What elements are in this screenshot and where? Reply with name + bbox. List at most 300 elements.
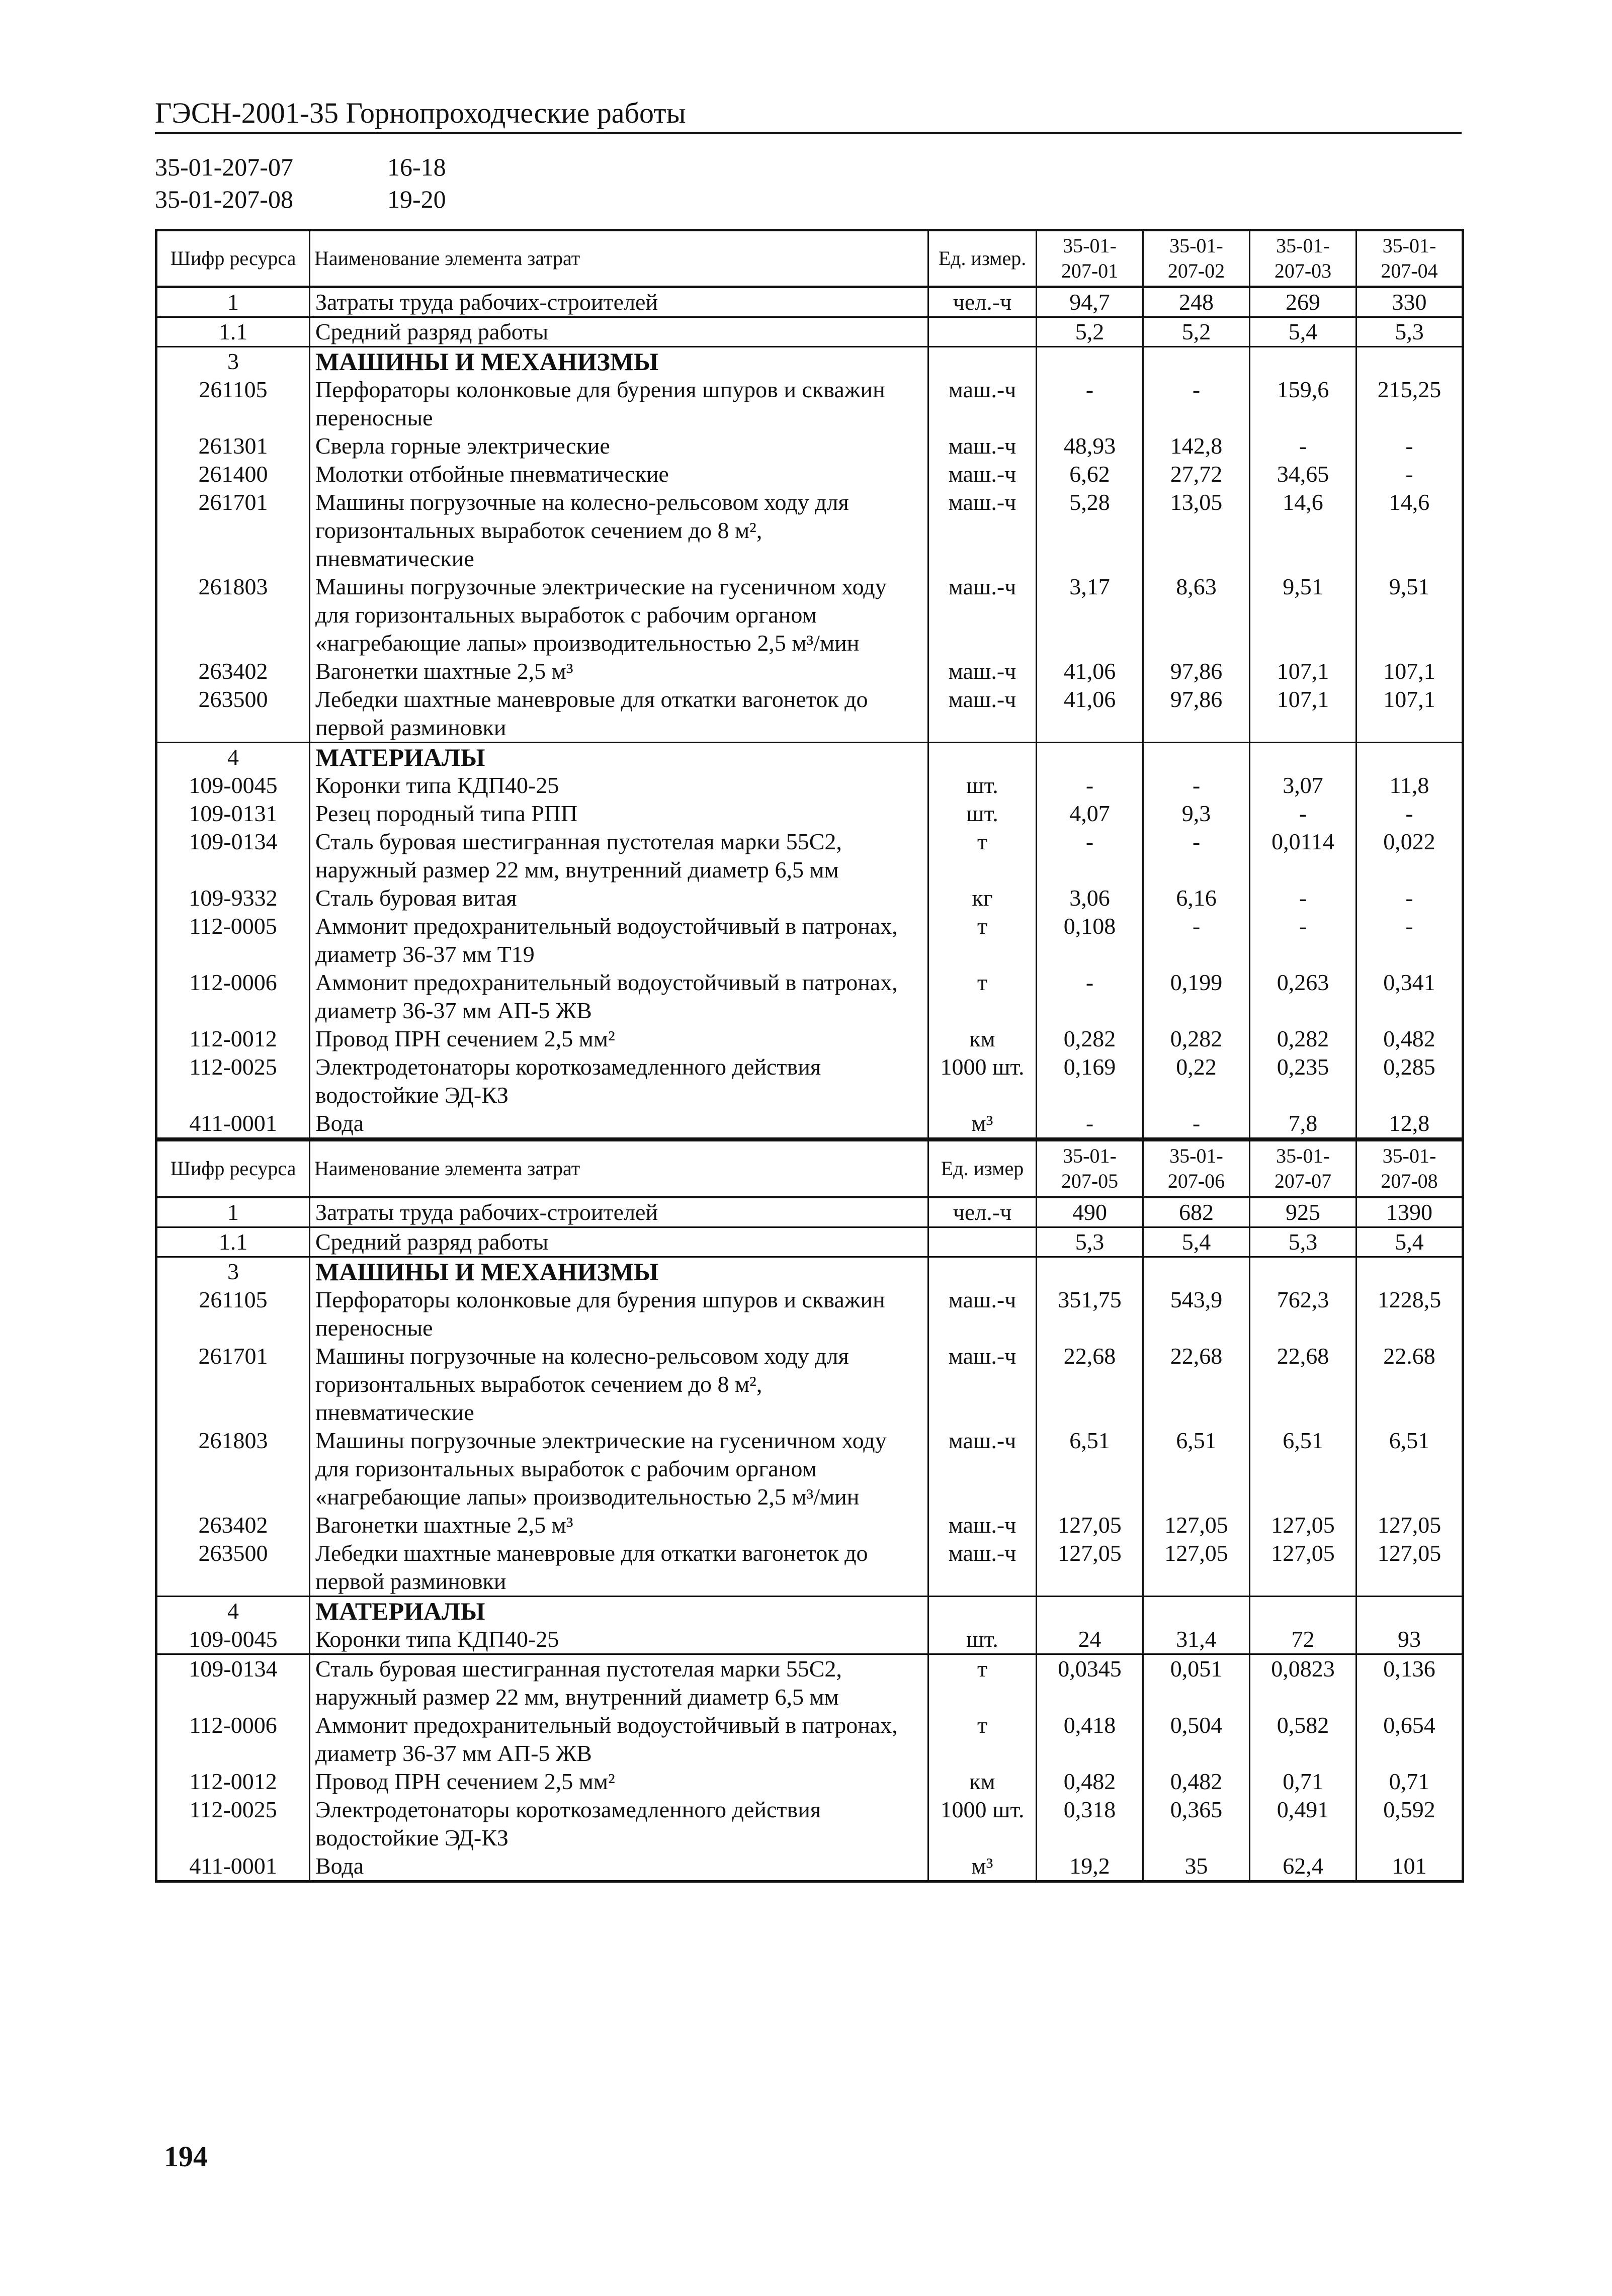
table-header-row [156,230,1463,287]
resource-value: 0,654 [1356,1711,1463,1768]
section-row [156,743,1463,772]
resource-value [1143,1597,1250,1626]
resource-value: 0,051 [1143,1654,1250,1712]
table-row [156,800,1463,828]
resource-value: 35 [1143,1852,1250,1882]
resource-value: 62,4 [1250,1852,1356,1882]
resource-code: 1.1 [156,1227,310,1257]
resource-value: 127,05 [1250,1539,1356,1597]
resource-value: 6,51 [1143,1427,1250,1511]
table-row [156,1109,1463,1139]
resource-value: 0,022 [1356,828,1463,884]
resource-value: 6,16 [1143,884,1250,912]
resource-value [1037,1597,1143,1626]
resource-value: 107,1 [1356,685,1463,743]
resource-value: 330 [1356,287,1463,317]
resource-code: 411-0001 [156,1852,310,1882]
resource-code: 263500 [156,1539,310,1597]
resource-value: 19,2 [1037,1852,1143,1882]
resource-code: 263500 [156,685,310,743]
table-row [156,1053,1463,1109]
resource-name: Аммонит предохранительный водоустойчивый в патронах, диаметр 36-37 мм Т19 [310,912,928,968]
resource-value: 12,8 [1356,1109,1463,1139]
resource-name: Машины погрузочные на колесно-рельсовом ходу для горизонтальных выработок сечением до 8 м², пневматические [310,1342,928,1427]
table-row [156,1227,1463,1257]
resource-value: 7,8 [1250,1109,1356,1139]
resource-value: 6,51 [1037,1427,1143,1511]
header-norm-column: 35-01- 207-06 [1143,1140,1250,1197]
resource-value: 543,9 [1143,1286,1250,1342]
resource-code: 261301 [156,432,310,460]
resource-value: - [1250,432,1356,460]
resource-name: Сталь буровая шестигранная пустотелая марки 55С2, наружный размер 22 мм, внутренний диаметр 6,5 мм [310,1654,928,1712]
resource-value: 0,592 [1356,1796,1463,1852]
resource-unit: маш.-ч [928,376,1037,432]
table-row [156,376,1463,432]
header-norm-column: 35-01- 207-08 [1356,1140,1463,1197]
resource-name: Затраты труда рабочих-строителей [310,1197,928,1227]
resource-value [1356,1597,1463,1626]
resource-value: 5,28 [1037,488,1143,573]
table-header-row [156,1140,1463,1197]
resource-value: 0,0114 [1250,828,1356,884]
resource-name: Машины погрузочные электрические на гусеничном ходу для горизонтальных выработок с рабочим органом «нагребающие лапы» производительностью 2,5 м³/мин [310,573,928,657]
resource-value [1356,1257,1463,1286]
resource-value [1143,347,1250,376]
resource-value: 14,6 [1250,488,1356,573]
resource-name: Перфораторы колонковые для бурения шпуров и скважин переносные [310,376,928,432]
resource-code: 109-0134 [156,828,310,884]
header-unit: Ед. измер. [928,230,1037,287]
resource-unit: маш.-ч [928,1286,1037,1342]
header-norm-column: 35-01- 207-02 [1143,230,1250,287]
table-row [156,1342,1463,1427]
resource-value: 0,504 [1143,1711,1250,1768]
resource-value: 159,6 [1250,376,1356,432]
resource-unit: маш.-ч [928,460,1037,488]
resource-value: - [1037,376,1143,432]
resource-value: 9,3 [1143,800,1250,828]
header-code: Шифр ресурса [156,230,310,287]
resource-value: 8,63 [1143,573,1250,657]
resource-value: - [1143,376,1250,432]
resource-value: 48,93 [1037,432,1143,460]
table-row [156,657,1463,685]
resource-code: 411-0001 [156,1109,310,1139]
resource-value: - [1037,771,1143,800]
resource-code: 263402 [156,1511,310,1539]
resource-unit: маш.-ч [928,1427,1037,1511]
resource-value: - [1356,884,1463,912]
resource-value: - [1356,912,1463,968]
resource-value: 0,318 [1037,1796,1143,1852]
table-row [156,1539,1463,1597]
table-row [156,488,1463,573]
resource-value [1037,347,1143,376]
norm-code: 35-01-207-08 [155,185,293,213]
resource-value: - [1037,828,1143,884]
norm-code: 35-01-207-07 [155,153,293,181]
table-row [156,1625,1463,1654]
header-code: Шифр ресурса [156,1140,310,1197]
resource-value: 269 [1250,287,1356,317]
table-row [156,460,1463,488]
resource-value: 0,108 [1037,912,1143,968]
resource-name: Сверла горные электрические [310,432,928,460]
resource-value: 5,4 [1143,1227,1250,1257]
table-row [156,573,1463,657]
resource-unit: шт. [928,1625,1037,1654]
resource-code: 112-0025 [156,1796,310,1852]
resource-value: - [1250,884,1356,912]
resource-value: 0,235 [1250,1053,1356,1109]
resource-name: Машины погрузочные на колесно-рельсовом ходу для горизонтальных выработок сечением до 8 м², пневматические [310,488,928,573]
resource-code: 109-0134 [156,1654,310,1712]
table-row [156,1427,1463,1511]
resource-name: Вода [310,1109,928,1139]
resource-code: 261701 [156,488,310,573]
resource-value: 127,05 [1143,1539,1250,1597]
resource-name: Сталь буровая шестигранная пустотелая марки 55С2, наружный размер 22 мм, внутренний диаметр 6,5 мм [310,828,928,884]
resource-unit [928,317,1037,347]
resource-unit: маш.-ч [928,1511,1037,1539]
resource-name: Перфораторы колонковые для бурения шпуров и скважин переносные [310,1286,928,1342]
resource-value: 72 [1250,1625,1356,1654]
resource-unit: маш.-ч [928,685,1037,743]
resource-value: 3,07 [1250,771,1356,800]
resource-value: 0,282 [1143,1025,1250,1053]
resource-name: Провод ПРН сечением 2,5 мм² [310,1025,928,1053]
resource-unit [928,743,1037,772]
resource-value: 22.68 [1356,1342,1463,1427]
resource-unit: м³ [928,1852,1037,1882]
table-row [156,771,1463,800]
resource-value: - [1143,1109,1250,1139]
resource-value [1356,743,1463,772]
resource-value: - [1143,912,1250,968]
resource-name: МАТЕРИАЛЫ [310,1597,928,1626]
resource-name: Провод ПРН сечением 2,5 мм² [310,1768,928,1796]
resource-value: 0,365 [1143,1796,1250,1852]
resource-name: Электродетонаторы короткозамедленного действия водостойкие ЭД-КЗ [310,1053,928,1109]
resource-code: 112-0012 [156,1768,310,1796]
resource-value [1356,347,1463,376]
resource-code: 261105 [156,376,310,432]
resource-name: МАТЕРИАЛЫ [310,743,928,772]
resource-value: 107,1 [1250,657,1356,685]
norm-code-list [155,151,446,215]
resource-value: 22,68 [1037,1342,1143,1427]
resource-code: 4 [156,1597,310,1626]
resource-value: 5,2 [1143,317,1250,347]
resource-code: 4 [156,743,310,772]
norm-code-row [155,151,446,183]
resource-unit: маш.-ч [928,573,1037,657]
table-row [156,828,1463,884]
resource-name: Вагонетки шахтные 2,5 м³ [310,657,928,685]
resource-value: 0,482 [1037,1768,1143,1796]
resource-code: 1 [156,287,310,317]
table-row [156,1768,1463,1796]
resource-code: 109-0045 [156,771,310,800]
resource-unit: шт. [928,771,1037,800]
table-row [156,1711,1463,1768]
resource-value: - [1356,460,1463,488]
resource-code: 109-0045 [156,1625,310,1654]
table-row [156,317,1463,347]
section-row [156,1597,1463,1626]
page-number: 194 [164,2140,208,2173]
resource-value: 97,86 [1143,657,1250,685]
resource-unit: т [928,1711,1037,1768]
resource-value [1037,1257,1143,1286]
resource-name: МАШИНЫ И МЕХАНИЗМЫ [310,1257,928,1286]
resource-value: 5,3 [1037,1227,1143,1257]
resource-code: 112-0006 [156,968,310,1025]
resource-unit: маш.-ч [928,657,1037,685]
resource-value: 127,05 [1037,1511,1143,1539]
resource-value: - [1143,771,1250,800]
resource-value [1037,743,1143,772]
resource-value: 0,71 [1356,1768,1463,1796]
page-header-title: ГЭСН-2001-35 Горнопроходческие работы [155,97,686,129]
resource-unit: маш.-ч [928,1539,1037,1597]
resource-name: Машины погрузочные электрические на гусеничном ходу для горизонтальных выработок с рабочим органом «нагребающие лапы» производительностью 2,5 м³/мин [310,1427,928,1511]
resource-value: 762,3 [1250,1286,1356,1342]
resource-table-2 [155,1139,1464,1883]
resource-unit [928,1257,1037,1286]
resource-code: 261803 [156,573,310,657]
resource-name: Средний разряд работы [310,317,928,347]
resource-value: 22,68 [1143,1342,1250,1427]
resource-value: 0,169 [1037,1053,1143,1109]
header-norm-column: 35-01- 207-07 [1250,1140,1356,1197]
resource-unit [928,1597,1037,1626]
resource-code: 1 [156,1197,310,1227]
resource-unit: т [928,912,1037,968]
resource-value: 41,06 [1037,657,1143,685]
resource-code: 109-0131 [156,800,310,828]
header-norm-column: 35-01- 207-05 [1037,1140,1143,1197]
header-norm-column: 35-01- 207-01 [1037,230,1143,287]
resource-value: - [1037,968,1143,1025]
table-row [156,912,1463,968]
resource-value: 24 [1037,1625,1143,1654]
resource-value: 0,341 [1356,968,1463,1025]
resource-value: - [1356,800,1463,828]
resource-name: Средний разряд работы [310,1227,928,1257]
resource-value: 93 [1356,1625,1463,1654]
resource-value: 0,491 [1250,1796,1356,1852]
header-norm-column: 35-01- 207-03 [1250,230,1356,287]
resource-unit: т [928,968,1037,1025]
resource-value: 6,62 [1037,460,1143,488]
resource-value [1250,743,1356,772]
resource-unit: маш.-ч [928,1342,1037,1427]
resource-value: 0,282 [1250,1025,1356,1053]
resource-name: Лебедки шахтные маневровые для откатки вагонеток до первой разминовки [310,1539,928,1597]
resource-value: 127,05 [1143,1511,1250,1539]
resource-code: 112-0006 [156,1711,310,1768]
resource-value [1143,1257,1250,1286]
resource-name: Аммонит предохранительный водоустойчивый в патронах, диаметр 36-37 мм АП-5 ЖВ [310,1711,928,1768]
resource-value: 4,07 [1037,800,1143,828]
resource-unit: кг [928,884,1037,912]
norm-code-range: 16-18 [387,153,446,181]
resource-value: 0,136 [1356,1654,1463,1712]
resource-value: 101 [1356,1852,1463,1882]
resource-value: 5,4 [1356,1227,1463,1257]
resource-name: Аммонит предохранительный водоустойчивый в патронах, диаметр 36-37 мм АП-5 ЖВ [310,968,928,1025]
resource-value: - [1143,828,1250,884]
resource-code: 112-0005 [156,912,310,968]
resource-value: 0,0823 [1250,1654,1356,1712]
header-unit: Ед. измер [928,1140,1037,1197]
resource-value: 6,51 [1356,1427,1463,1511]
resource-code: 261701 [156,1342,310,1427]
resource-value: 127,05 [1250,1511,1356,1539]
resource-unit: шт. [928,800,1037,828]
resource-unit [928,347,1037,376]
resource-name: Молотки отбойные пневматические [310,460,928,488]
section-row [156,1257,1463,1286]
resource-value [1250,347,1356,376]
resource-unit: т [928,1654,1037,1712]
resource-value: 0,263 [1250,968,1356,1025]
resource-value: 0,22 [1143,1053,1250,1109]
resource-value: - [1037,1109,1143,1139]
table-row [156,1852,1463,1882]
resource-value: 27,72 [1143,460,1250,488]
table-row [156,884,1463,912]
resource-name: Коронки типа КДП40-25 [310,1625,928,1654]
resource-value: 215,25 [1356,376,1463,432]
resource-value: 3,06 [1037,884,1143,912]
table-row [156,1796,1463,1852]
resource-value: 0,418 [1037,1711,1143,1768]
resource-value: 351,75 [1037,1286,1143,1342]
resource-unit: чел.-ч [928,1197,1037,1227]
resource-code: 1.1 [156,317,310,347]
resource-code: 112-0012 [156,1025,310,1053]
resource-value: 6,51 [1250,1427,1356,1511]
resource-table-1 [155,229,1464,1140]
resource-code: 261803 [156,1427,310,1511]
resource-name: Лебедки шахтные маневровые для откатки вагонеток до первой разминовки [310,685,928,743]
resource-value: 107,1 [1250,685,1356,743]
table-row [156,432,1463,460]
resource-value: 0,482 [1143,1768,1250,1796]
resource-name: МАШИНЫ И МЕХАНИЗМЫ [310,347,928,376]
resource-name: Коронки типа КДП40-25 [310,771,928,800]
resource-value [1250,1597,1356,1626]
header-norm-column: 35-01- 207-04 [1356,230,1463,287]
resource-value: 127,05 [1356,1539,1463,1597]
table-row [156,1286,1463,1342]
resource-unit: 1000 шт. [928,1796,1037,1852]
resource-unit [928,1227,1037,1257]
resource-value: 0,482 [1356,1025,1463,1053]
resource-value: 5,3 [1356,317,1463,347]
resource-value: 127,05 [1356,1511,1463,1539]
resource-value: 3,17 [1037,573,1143,657]
resource-value: 0,582 [1250,1711,1356,1768]
resource-value: 11,8 [1356,771,1463,800]
table-row [156,685,1463,743]
resource-value: 13,05 [1143,488,1250,573]
resource-value: 925 [1250,1197,1356,1227]
resource-value: 5,4 [1250,317,1356,347]
resource-value: 9,51 [1356,573,1463,657]
resource-value: 97,86 [1143,685,1250,743]
resource-value: 0,285 [1356,1053,1463,1109]
resource-unit: м³ [928,1109,1037,1139]
resource-name: Вода [310,1852,928,1882]
resource-code: 3 [156,347,310,376]
resource-value [1250,1257,1356,1286]
resource-value: 41,06 [1037,685,1143,743]
section-row [156,347,1463,376]
resource-value: 682 [1143,1197,1250,1227]
resource-value: 94,7 [1037,287,1143,317]
table-row [156,968,1463,1025]
resource-unit: маш.-ч [928,488,1037,573]
resource-name: Затраты труда рабочих-строителей [310,287,928,317]
resource-value: 490 [1037,1197,1143,1227]
resource-value: 9,51 [1250,573,1356,657]
table-row [156,1197,1463,1227]
resource-value: 248 [1143,287,1250,317]
resource-code: 263402 [156,657,310,685]
resource-value: 34,65 [1250,460,1356,488]
table-row [156,1511,1463,1539]
resource-unit: чел.-ч [928,287,1037,317]
resource-value: 107,1 [1356,657,1463,685]
resource-value: 0,71 [1250,1768,1356,1796]
resource-value: 5,2 [1037,317,1143,347]
header-divider [155,132,1462,134]
resource-value [1143,743,1250,772]
resource-unit: 1000 шт. [928,1053,1037,1109]
resource-name: Резец породный типа РПП [310,800,928,828]
resource-name: Электродетонаторы короткозамедленного действия водостойкие ЭД-КЗ [310,1796,928,1852]
resource-unit: км [928,1768,1037,1796]
resource-code: 109-9332 [156,884,310,912]
resource-code: 3 [156,1257,310,1286]
resource-name: Вагонетки шахтные 2,5 м³ [310,1511,928,1539]
resource-value: 0,199 [1143,968,1250,1025]
table-row [156,287,1463,317]
resource-value: 31,4 [1143,1625,1250,1654]
resource-value: 5,3 [1250,1227,1356,1257]
resource-value: 22,68 [1250,1342,1356,1427]
resource-value: - [1250,912,1356,968]
resource-value: 0,0345 [1037,1654,1143,1712]
resource-code: 261105 [156,1286,310,1342]
resource-value: 0,282 [1037,1025,1143,1053]
resource-value: 14,6 [1356,488,1463,573]
resource-value: 1390 [1356,1197,1463,1227]
resource-unit: маш.-ч [928,432,1037,460]
header-name: Наименование элемента затрат [310,230,928,287]
norm-code-range: 19-20 [387,185,446,213]
resource-value: 142,8 [1143,432,1250,460]
resource-unit: т [928,828,1037,884]
header-name: Наименование элемента затрат [310,1140,928,1197]
resource-code: 261400 [156,460,310,488]
table-row [156,1654,1463,1712]
norm-code-row [155,183,446,215]
